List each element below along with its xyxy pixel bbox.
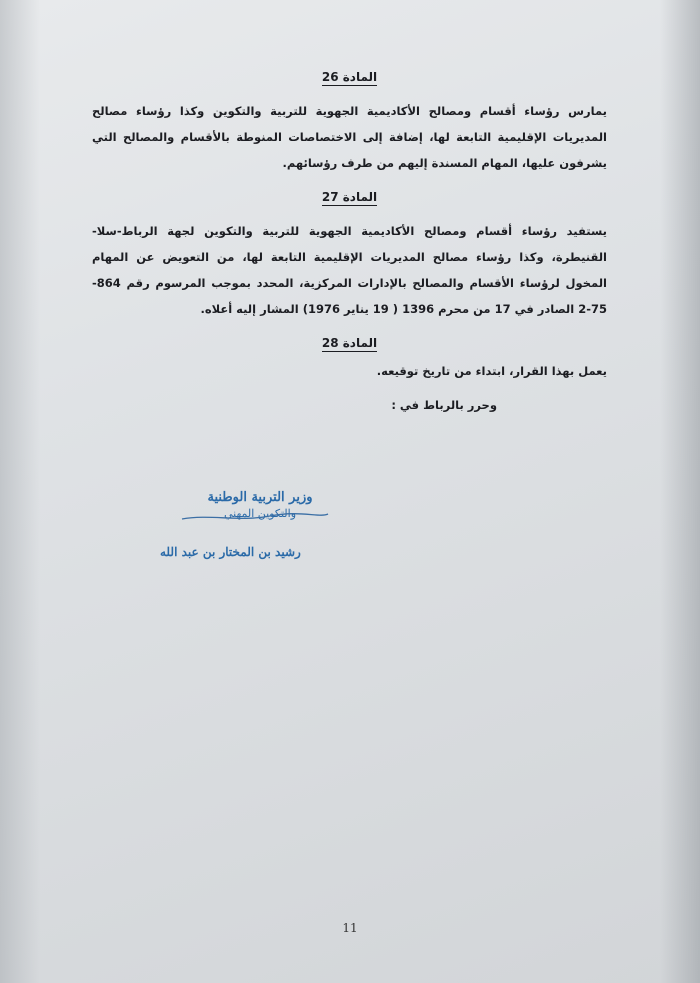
signatory-name: رشيد بن المختار بن عبد الله (160, 545, 301, 559)
page-edge-shadow-right (660, 0, 700, 983)
stamp-line-1: وزير التربية الوطنية (207, 490, 313, 505)
page-number: 11 (342, 921, 358, 935)
article-27-heading: المادة 27 (321, 190, 378, 204)
page-edge-shadow-left (0, 0, 40, 983)
article-28-heading: المادة 28 (321, 336, 378, 350)
article-26-heading: المادة 26 (321, 70, 378, 84)
article-26-text: يمارس رؤساء أقسام ومصالح الأكاديمية الجهوية للتربية والتكوين وكذا رؤساء مصالح المديريات الإقليمية التابعة لها، إضافة إلى الاختصاصات المنوطة بالأقسام والمصالح التي يشرفون عليها، المهام المسندة إليهم من طرف رؤسائهم. (92, 104, 607, 170)
place-date-line: وحرر بالرباط في : (391, 398, 497, 412)
document-body (92, 70, 607, 412)
article-27-text: يستفيد رؤساء أقسام ومصالح الأكاديمية الجهوية للتربية والتكوين لجهة الرباط-سلا-القنيطرة، وكذا رؤساء مصالح المديريات الإقليمية التابعة لها، من التعويض عن المهام المخول لرؤساء الأقسام والمصالح بالإدارات المركزية، المحدد بموجب المرسوم رقم 864-75-2 الصادر في 17 من محرم 1396 ( 19 يناير 1976) المشار إليه أعلاه. (92, 224, 607, 316)
article-28-text: يعمل بهذا القرار، ابتداء من تاريخ توقيعه. (376, 364, 607, 378)
minister-stamp (150, 490, 370, 520)
stamp-line-2: والتكوين المهني (223, 507, 297, 520)
